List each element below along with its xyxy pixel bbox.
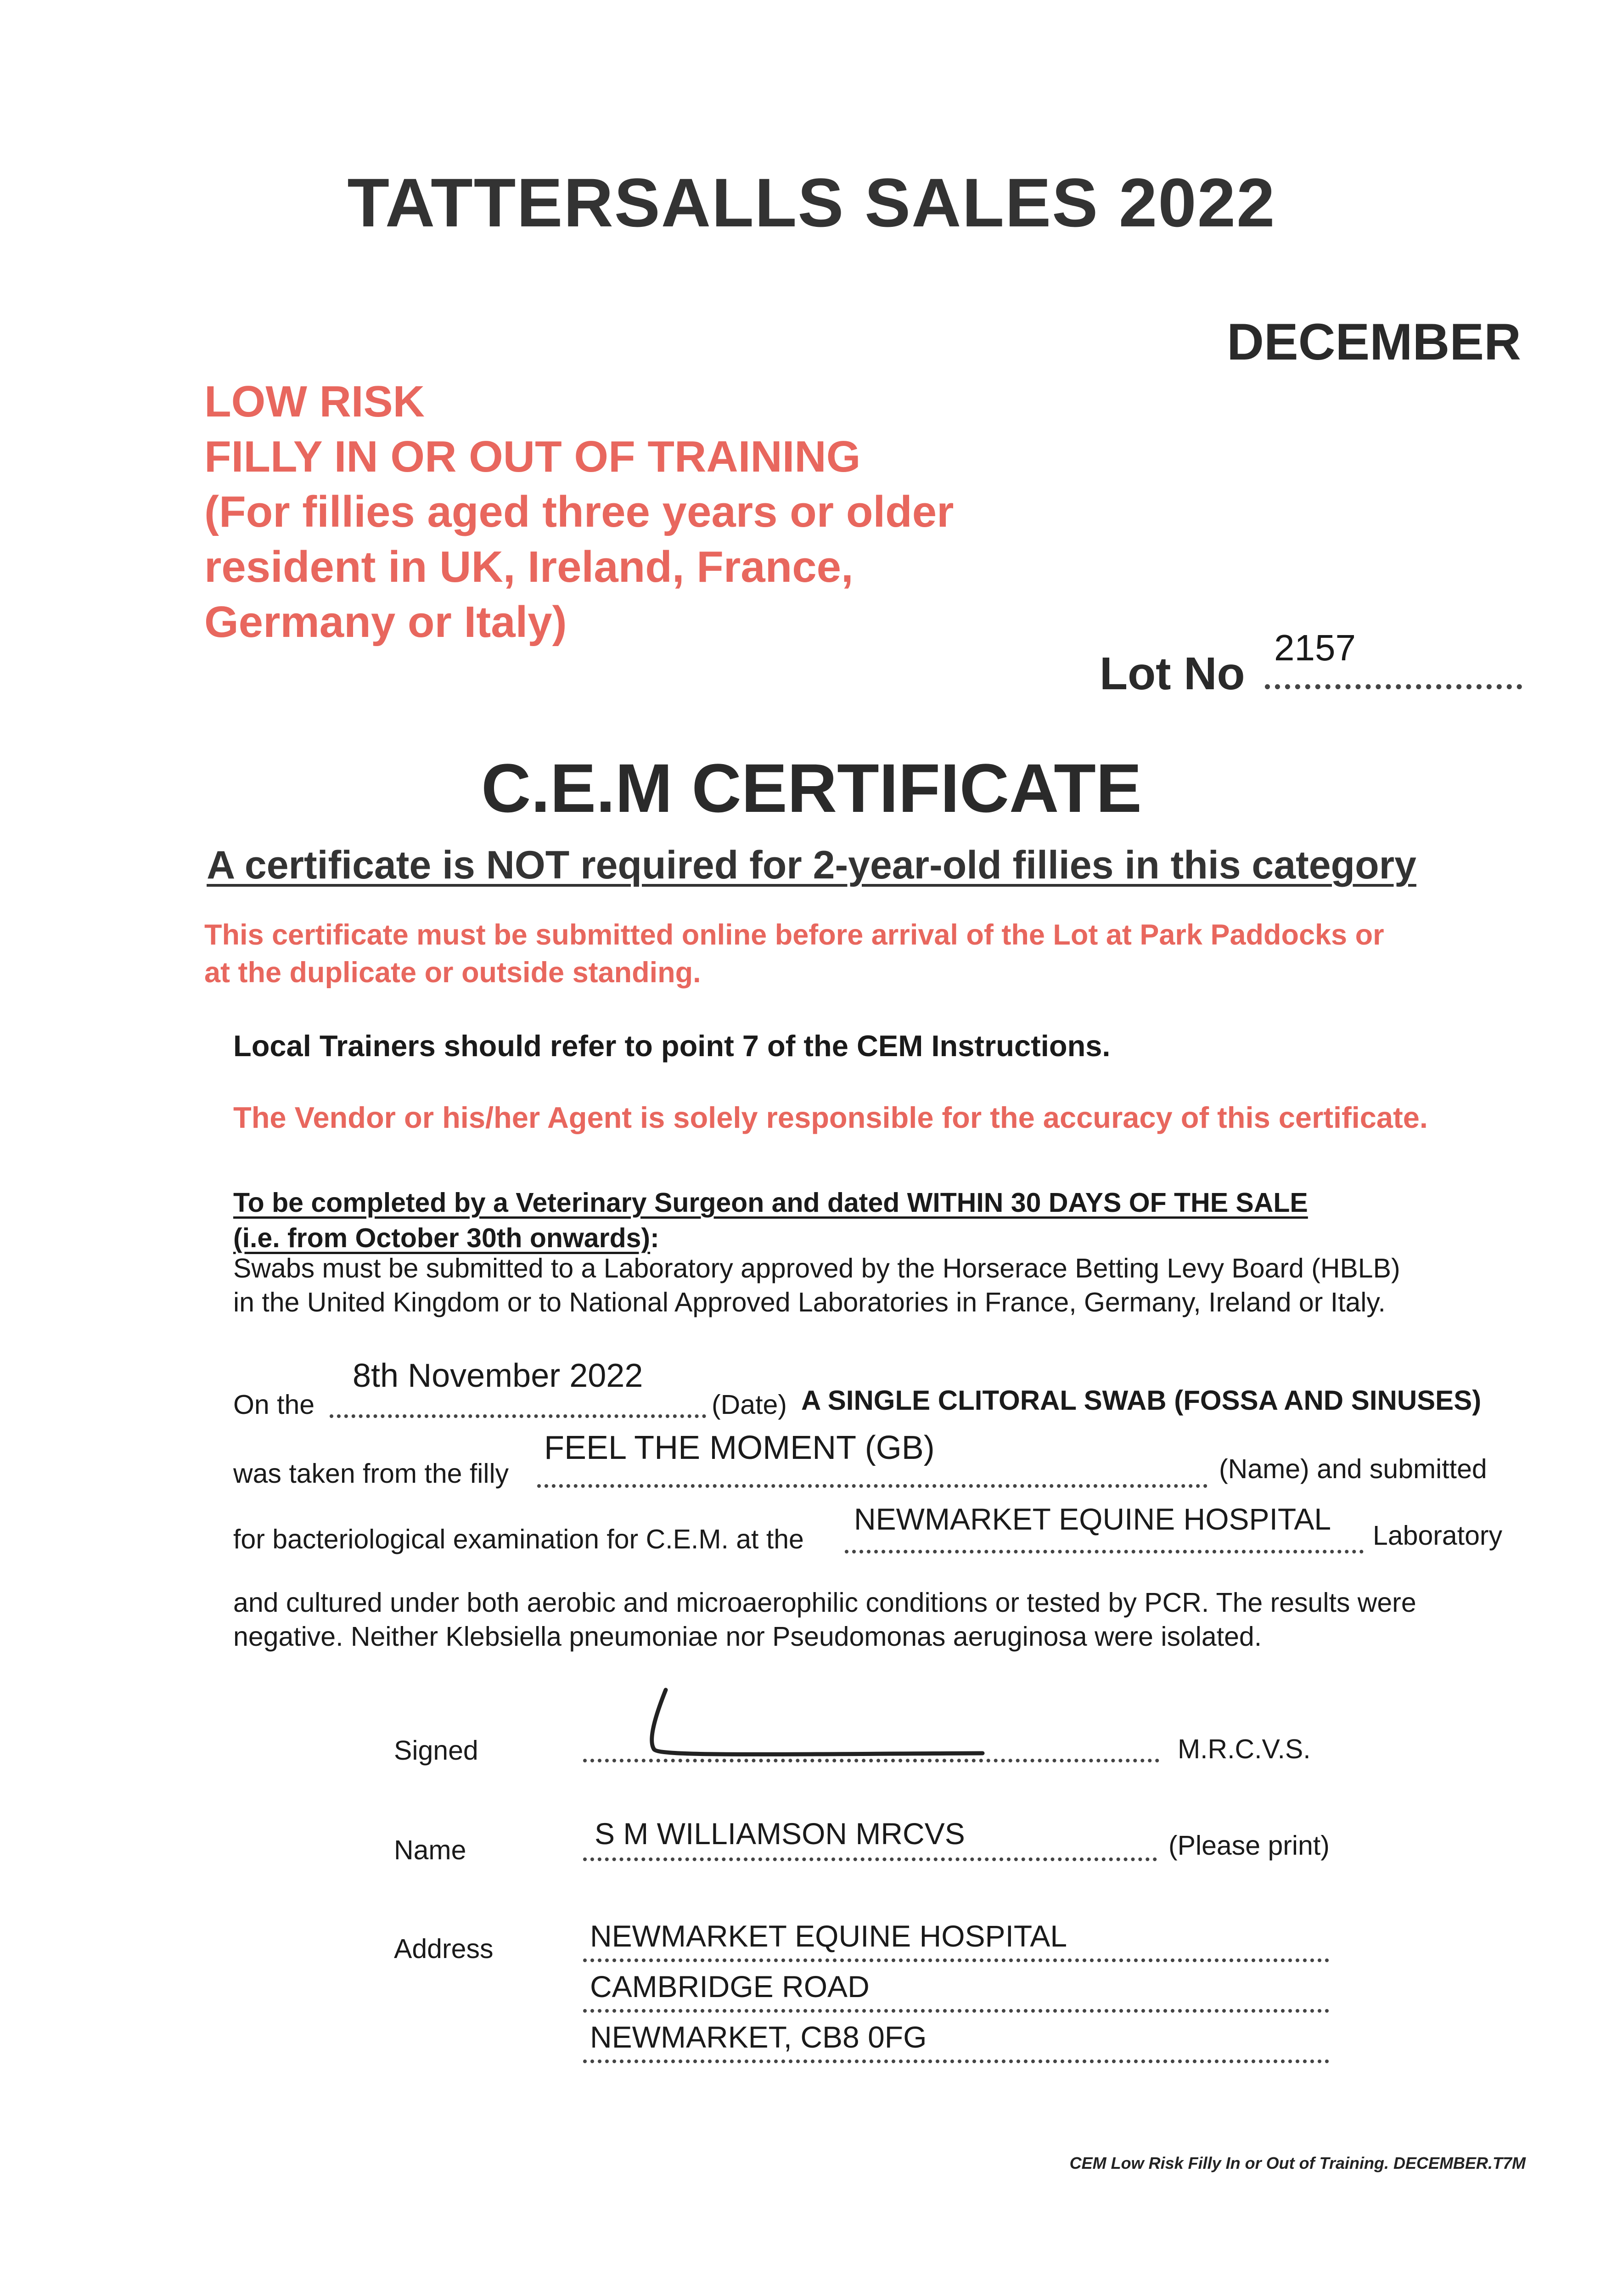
address-line-2-value: CAMBRIDGE ROAD: [590, 1970, 870, 2003]
handwritten-signature: [629, 1681, 996, 1773]
result-line-1: and cultured under both aerobic and microaerophilic conditions or tested by PCR. The results were: [233, 1587, 1416, 1618]
date-value: 8th November 2022: [353, 1357, 643, 1394]
category-line-4: resident in UK, Ireland, France,: [204, 542, 854, 591]
name-dotted-line: [583, 1857, 1157, 1861]
swabs-line-1: Swabs must be submitted to a Laboratory approved by the Horserace Betting Levy Board (HBLB): [233, 1253, 1400, 1283]
category-line-3: (For fillies aged three years or older: [204, 487, 954, 536]
lot-label: Lot No: [1100, 648, 1245, 699]
result-line-2: negative. Neither Klebsiella pneumoniae nor Pseudomonas aeruginosa were isolated.: [233, 1621, 1262, 1652]
laboratory-name-value: NEWMARKET EQUINE HOSPITAL: [854, 1502, 1331, 1536]
category-line-1: LOW RISK: [204, 377, 425, 426]
vet-heading-line-2-wrap: [233, 1222, 659, 1254]
on-the-label: On the: [233, 1390, 315, 1420]
address-dotted-line-2: [583, 2009, 1329, 2013]
swab-description: A SINGLE CLITORAL SWAB (FOSSA AND SINUSES): [801, 1385, 1482, 1416]
submit-instruction-line-2: at the duplicate or outside standing.: [204, 957, 701, 989]
sale-month: DECEMBER: [1227, 313, 1521, 371]
please-print-label: (Please print): [1168, 1830, 1330, 1861]
form-reference: CEM Low Risk Filly In or Out of Training. DECEMBER.T7M: [1069, 2154, 1526, 2172]
taken-from-label: was taken from the filly: [233, 1458, 509, 1489]
date-dotted-line: [330, 1414, 706, 1418]
certificate-note: A certificate is NOT required for 2-year-old fillies in this category: [207, 843, 1416, 887]
exam-text: for bacteriological examination for C.E.M. at the: [233, 1524, 804, 1554]
lot-number-value: 2157: [1274, 627, 1356, 668]
vet-heading-colon: :: [650, 1223, 659, 1253]
address-dotted-line-1: [583, 1958, 1329, 1962]
swabs-line-2: in the United Kingdom or to National Approved Laboratories in France, Germany, Ireland or Italy.: [233, 1287, 1386, 1317]
mrcvs-label: M.R.C.V.S.: [1178, 1734, 1311, 1764]
vendor-note: The Vendor or his/her Agent is solely responsible for the accuracy of this certificate.: [233, 1101, 1428, 1134]
submit-instruction-line-1: This certificate must be submitted online before arrival of the Lot at Park Paddocks or: [204, 919, 1384, 951]
certificate-title: C.E.M CERTIFICATE: [481, 749, 1142, 827]
address-line-1-value: NEWMARKET EQUINE HOSPITAL: [590, 1919, 1067, 1953]
vet-heading-line-1: To be completed by a Veterinary Surgeon and dated WITHIN 30 DAYS OF THE SALE: [233, 1187, 1308, 1218]
document-title: TATTERSALLS SALES 2022: [347, 164, 1276, 241]
address-line-3-value: NEWMARKET, CB8 0FG: [590, 2020, 927, 2054]
name-submitted-label: (Name) and submitted: [1219, 1454, 1487, 1484]
signed-label: Signed: [394, 1735, 478, 1766]
category-line-2: FILLY IN OR OUT OF TRAINING: [204, 432, 861, 481]
address-dotted-line-3: [583, 2060, 1329, 2063]
vet-name-value: S M WILLIAMSON MRCVS: [595, 1817, 965, 1851]
name-label: Name: [394, 1835, 466, 1865]
date-label: (Date): [712, 1390, 787, 1420]
trainers-note: Local Trainers should refer to point 7 of the CEM Instructions.: [233, 1029, 1111, 1063]
filly-dotted-line: [537, 1484, 1207, 1488]
filly-name-value: FEEL THE MOMENT (GB): [544, 1429, 935, 1466]
lot-dotted-line: [1265, 684, 1522, 689]
category-line-5: Germany or Italy): [204, 597, 567, 647]
vet-heading-line-2: (i.e. from October 30th onwards): [233, 1223, 651, 1253]
lab-dotted-line: [845, 1550, 1364, 1553]
address-label: Address: [394, 1934, 494, 1964]
laboratory-label: Laboratory: [1373, 1520, 1503, 1551]
